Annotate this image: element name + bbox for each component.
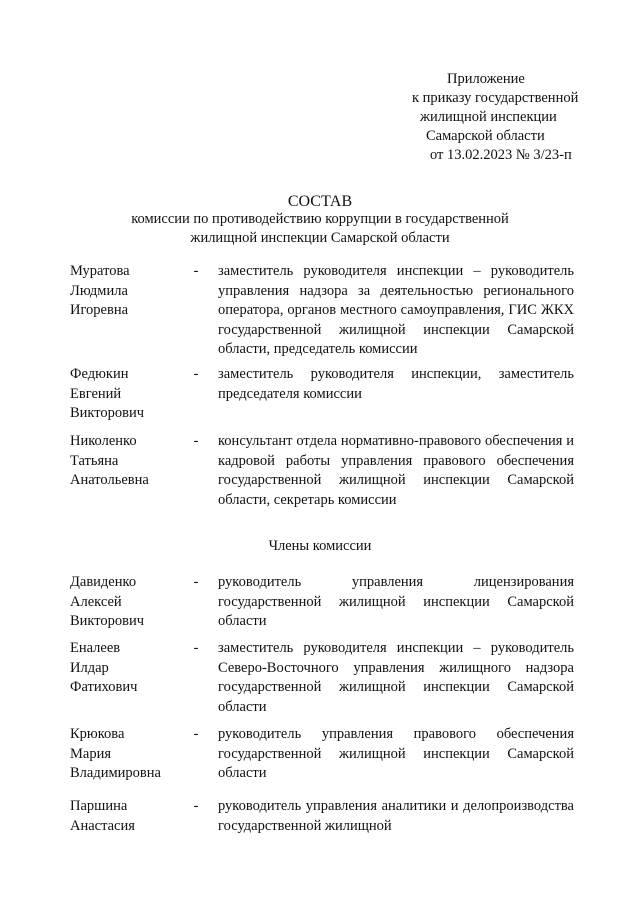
- member-dash: -: [193, 798, 199, 814]
- member-patronymic: Владимировна: [70, 765, 161, 781]
- members-section-title: Члены комиссии: [268, 538, 372, 554]
- member-name: [70, 639, 190, 698]
- member-dash: -: [193, 263, 199, 279]
- member-description: руководитель управления лицензирования государственной жилищной инспекции Самарской области: [218, 574, 574, 629]
- member-surname: Еналеев: [70, 640, 121, 656]
- subtitle-line: жилищной инспекции Самарской области: [190, 230, 450, 246]
- member-surname: Паршина: [70, 798, 128, 814]
- appendix-block: [402, 70, 602, 165]
- member-patronymic: Викторович: [70, 405, 145, 421]
- member-name: [70, 725, 190, 784]
- member-surname: Николенко: [70, 433, 137, 449]
- member-surname: Федюкин: [70, 366, 129, 382]
- member-dash: -: [193, 366, 199, 382]
- member-name: [70, 262, 190, 321]
- member-patronymic: Анатольевна: [70, 472, 149, 488]
- member-first-name: Евгений: [70, 385, 122, 402]
- appendix-line: к приказу государственной: [412, 90, 579, 106]
- member-patronymic: Фатихович: [70, 679, 138, 695]
- member-description: заместитель руководителя инспекции, заместитель председателя комиссии: [218, 366, 574, 402]
- member-first-name: Мария: [70, 745, 112, 762]
- member-description: заместитель руководителя инспекции – руководитель управления надзора за деятельностью регионального оператора, органов местного самоуправления, ГИС ЖКХ государственной жилищной инспекции Самарской области, председатель комиссии: [218, 263, 574, 357]
- member-description: руководитель управления аналитики и делопроизводства государственной жилищной: [218, 798, 574, 834]
- member-dash: -: [193, 574, 199, 590]
- member-first-name: Алексей: [70, 593, 122, 610]
- member-name: [70, 365, 190, 424]
- member-patronymic: Викторович: [70, 613, 145, 629]
- member-description: руководитель управления правового обеспечения государственной жилищной инспекции Самарской области: [218, 726, 574, 781]
- member-dash: -: [193, 433, 199, 449]
- member-first-name: Анастасия: [70, 817, 135, 834]
- member-name: [70, 573, 190, 632]
- appendix-line: Приложение: [447, 71, 525, 87]
- member-surname: Крюкова: [70, 726, 125, 742]
- member-patronymic: Игоревна: [70, 302, 129, 318]
- member-description: заместитель руководителя инспекции – руководитель Северо-Восточного управления жилищного надзора государственной жилищной инспекции Самарской области: [218, 640, 574, 715]
- member-first-name: Илдар: [70, 659, 109, 676]
- member-first-name: Людмила: [70, 282, 128, 299]
- document-title: СОСТАВ: [287, 193, 353, 210]
- appendix-order-date: от 13.02.2023 № 3/23-п: [430, 147, 572, 163]
- member-surname: Давиденко: [70, 574, 137, 590]
- appendix-line: жилищной инспекции: [420, 109, 557, 125]
- document-subtitle: [110, 210, 530, 248]
- member-surname: Муратова: [70, 263, 130, 279]
- appendix-line: Самарской области: [426, 128, 545, 144]
- member-name: [70, 797, 190, 836]
- member-dash: -: [193, 640, 199, 656]
- member-description: консультант отдела нормативно-правового обеспечения и кадровой работы управления правового обеспечения государственной жилищной инспекции Самарской области, секретарь комиссии: [218, 433, 574, 508]
- member-dash: -: [193, 726, 199, 742]
- member-first-name: Татьяна: [70, 452, 119, 469]
- subtitle-line: комиссии по противодействию коррупции в государственной: [131, 211, 509, 227]
- member-name: [70, 432, 190, 491]
